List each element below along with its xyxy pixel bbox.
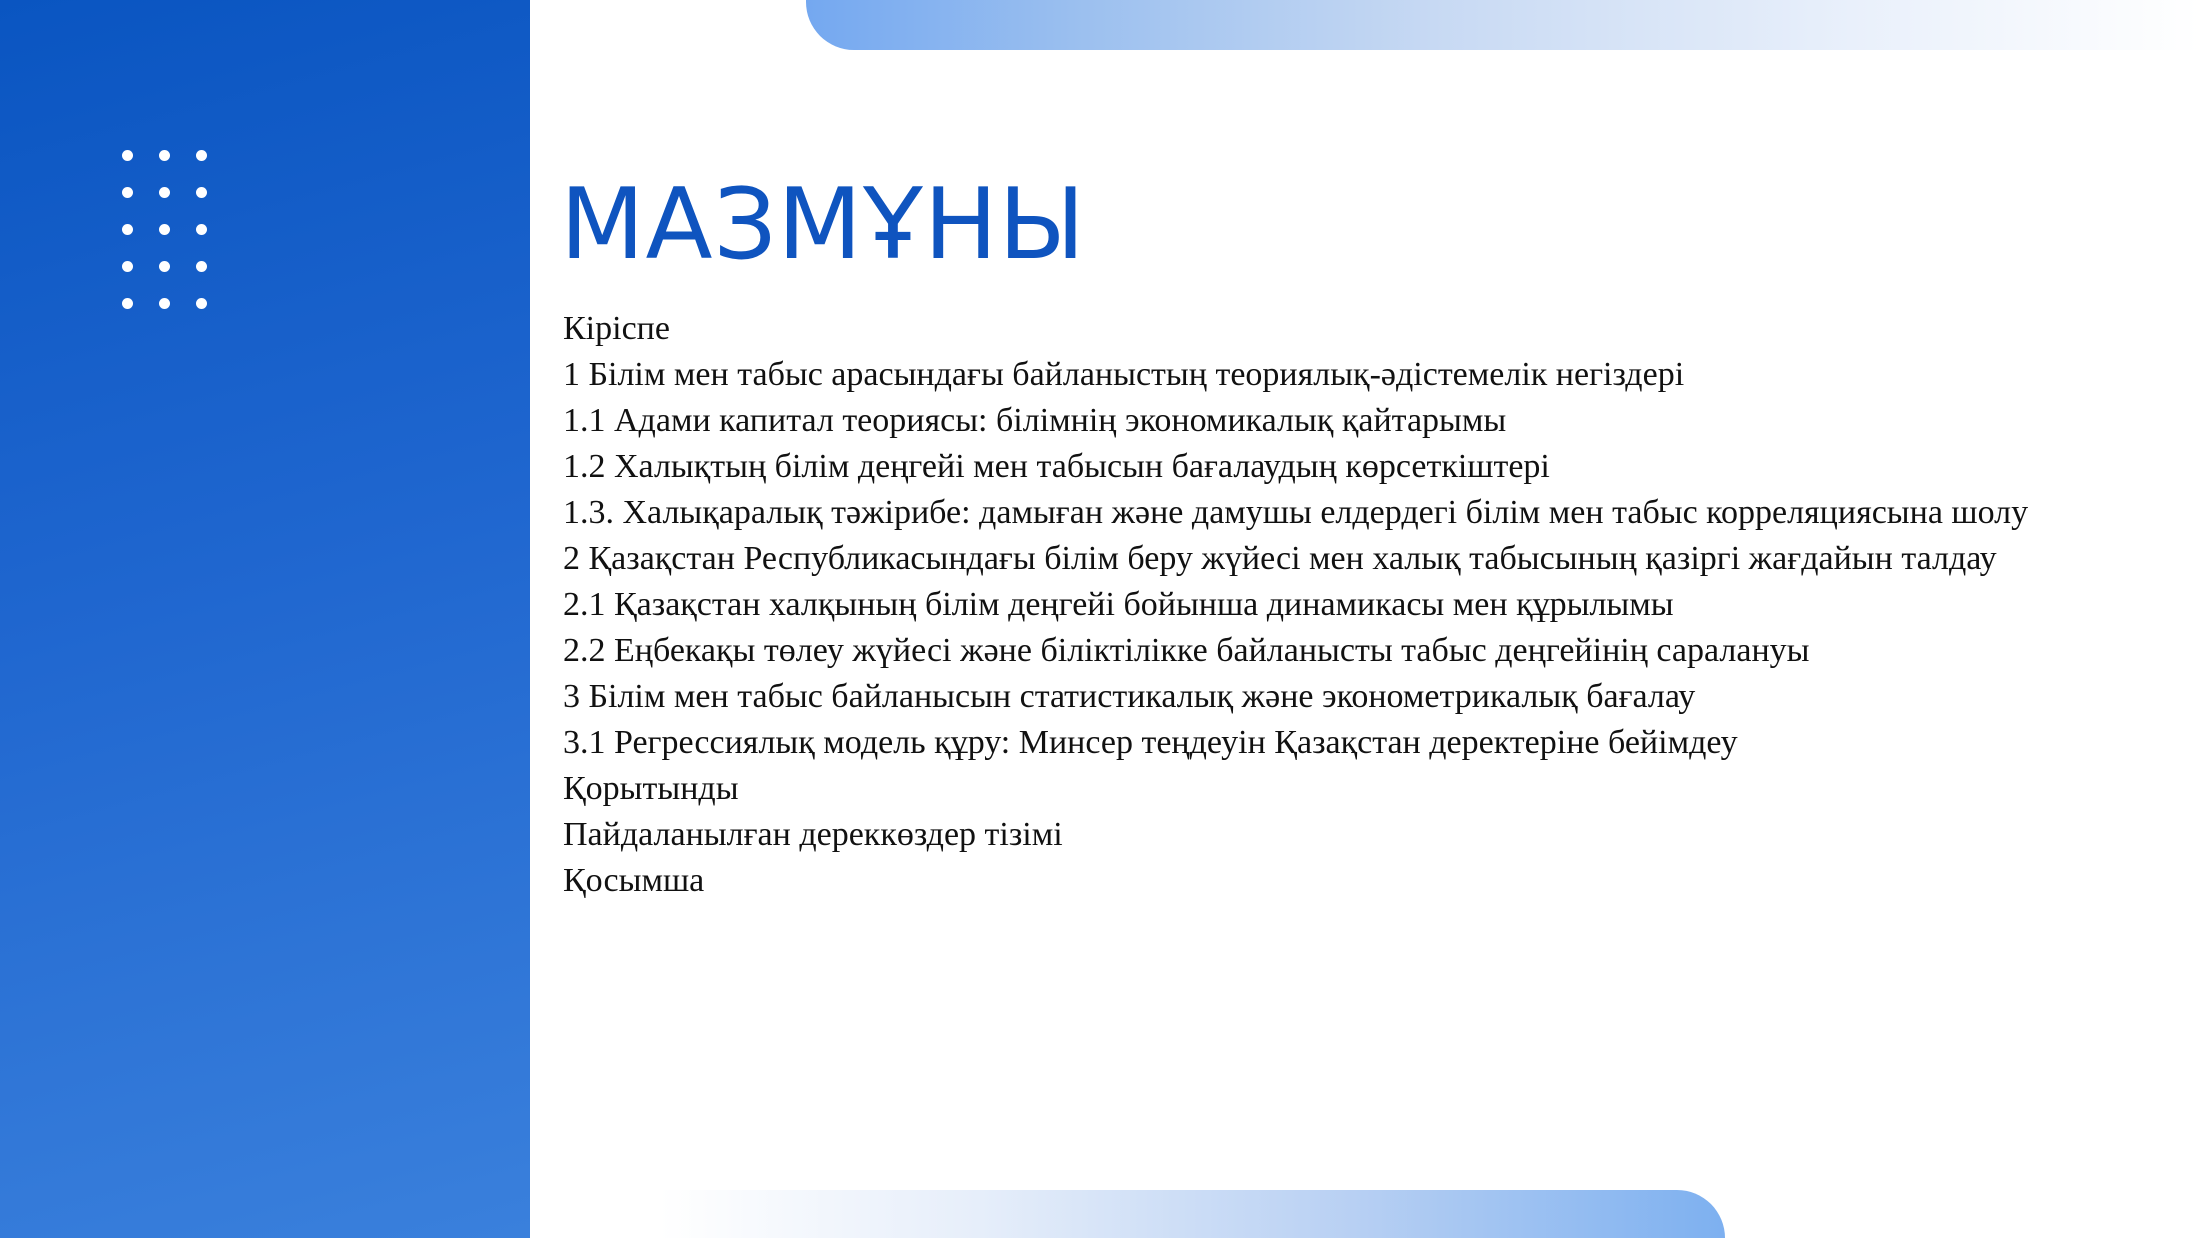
grid-dot (122, 150, 133, 161)
toc-item: 3.1 Регрессиялық модель құру: Минсер теңдеуін Қазақстан деректеріне бейімдеу (563, 724, 1738, 761)
toc-item: 2.1 Қазақстан халқының білім деңгейі бойынша динамикасы мен құрылымы (563, 586, 1674, 623)
grid-dot (196, 187, 207, 198)
toc-item: 3 Білім мен табыс байланысын статистикалық және эконометрикалық бағалау (563, 678, 1696, 715)
toc-item: Қорытынды (563, 770, 739, 807)
toc-item: 1.2 Халықтың білім деңгейі мен табысын бағалаудың көрсеткіштері (563, 448, 1550, 485)
grid-dot (196, 298, 207, 309)
toc-item: 2.2 Еңбекақы төлеу жүйесі және біліктілікке байланысты табыс деңгейінің саралануы (563, 632, 1810, 669)
grid-dot (159, 261, 170, 272)
grid-dot (159, 224, 170, 235)
bottom-gradient-bar (660, 1190, 1725, 1238)
toc-item: 2 Қазақстан Республикасындағы білім беру жүйесі мен халық табысының қазіргі жағдайын талдау (563, 540, 1997, 577)
grid-dot (196, 224, 207, 235)
toc-item: 1 Білім мен табыс арасындағы байланыстың теориялық-әдістемелік негіздері (563, 356, 1685, 393)
grid-dot (196, 261, 207, 272)
grid-dot (159, 187, 170, 198)
grid-dot (122, 261, 133, 272)
toc-item: Пайдаланылған дереккөздер тізімі (563, 816, 1063, 853)
toc-item: Қосымша (563, 862, 705, 899)
toc-item: Кіріспе (563, 310, 670, 347)
grid-dot (196, 150, 207, 161)
grid-dot (159, 150, 170, 161)
toc-item: 1.3. Халықаралық тәжірибе: дамыған және дамушы елдердегі білім мен табыс корреляциясына шолу (563, 494, 2029, 531)
top-gradient-bar (806, 0, 2200, 50)
slide-title: МАЗМҰНЫ (560, 168, 1086, 282)
left-blue-panel (0, 0, 530, 1238)
grid-dot (159, 298, 170, 309)
grid-dot (122, 187, 133, 198)
grid-dot (122, 298, 133, 309)
table-of-contents (563, 306, 2108, 904)
grid-dot (122, 224, 133, 235)
dot-grid-decoration (122, 150, 212, 310)
toc-item: 1.1 Адами капитал теориясы: білімнің экономикалық қайтарымы (563, 402, 1507, 439)
